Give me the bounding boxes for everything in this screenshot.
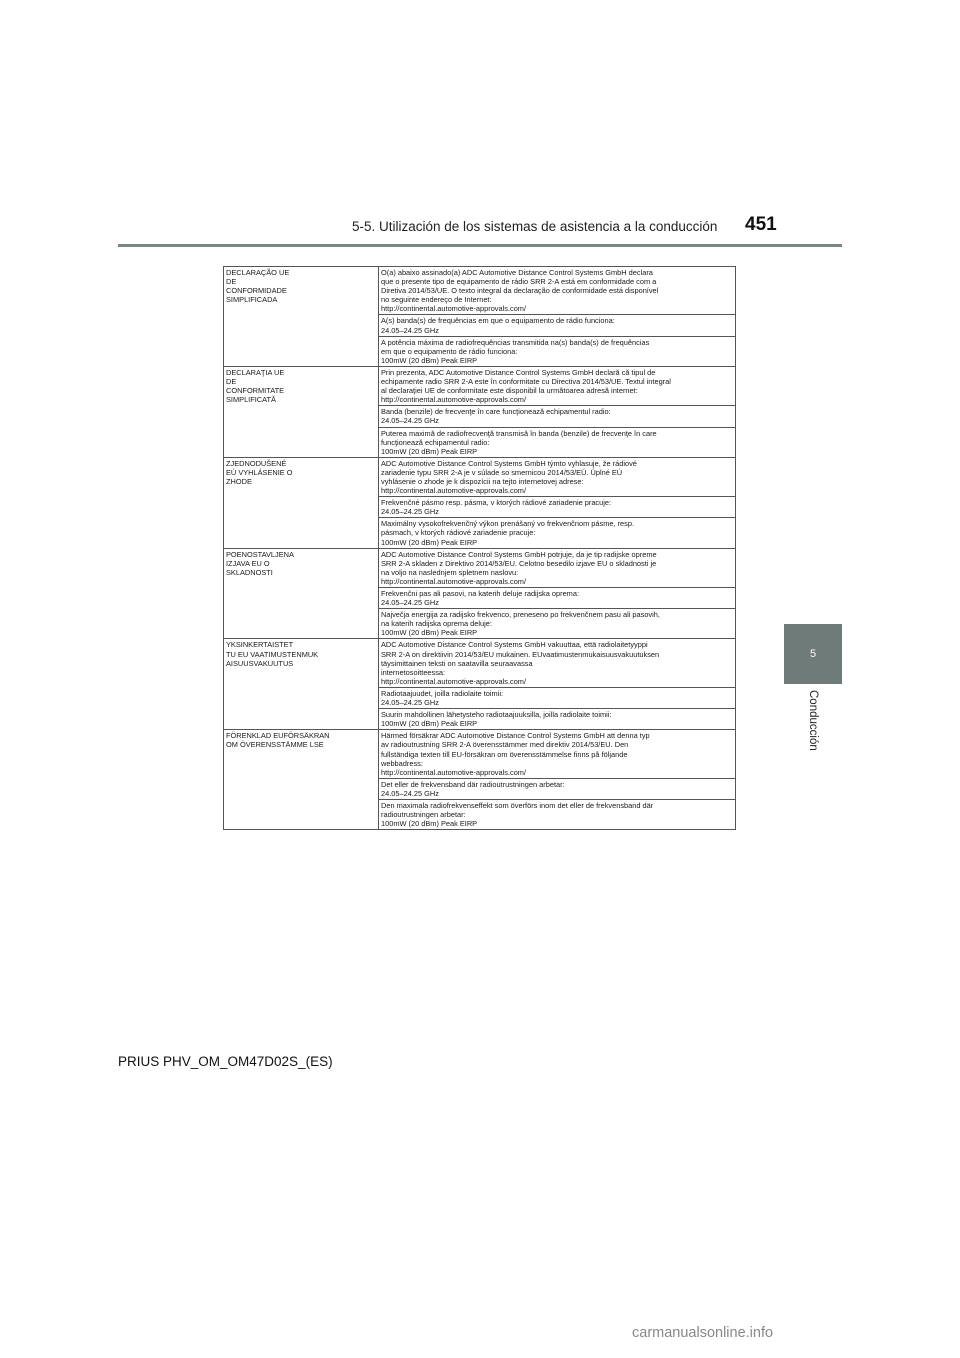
language-cell: DECLARAÇÃO UE DE CONFORMIDADE SIMPLIFICADA: [224, 267, 379, 367]
frequency-band: Frekvenčni pas ali pasovi, na katerih deluje radijska oprema: 24.05–24.25 GHz: [379, 588, 736, 609]
language-cell: YKSINKERTAISTET TU EU VAATIMUSTENMUK AISUUSVAKUUTUS: [224, 639, 379, 730]
language-cell: ZJEDNODUŠENÉ EÚ VYHLÁSENIE O ZHODE: [224, 457, 379, 548]
max-power: Den maximala radiofrekvenseffekt som överförs inom det eller de frekvensband där radioutrustningen arbetar: 100mW (20 dBm) Peak EIRP: [379, 799, 736, 829]
frequency-band: Frekvenčné pásmo resp. pásma, v ktorých rádiové zariadenie pracuje: 24.05–24.25 GHz: [379, 497, 736, 518]
table-row: [224, 730, 736, 778]
max-power: Puterea maximă de radiofrecvenţă transmisă în banda (benzile) de frecvenţe în care funcţionează echipamentul radio: 100mW (20 dBm) Peak EIRP: [379, 427, 736, 457]
table-row: [224, 366, 736, 405]
chapter-label: [802, 690, 824, 770]
header-divider: [118, 244, 842, 247]
declaration-text: ADC Automotive Distance Control Systems GmbH potrjuje, da je tip radijske opreme SRR 2-A skladen z Direktivo 2014/53/EU. Celotno besedilo izjave EU o skladnosti je na voljo na naslednjem spletnem naslovu: http://continental.automotive-approvals.com/: [379, 548, 736, 587]
declaration-text: O(a) abaixo assinado(a) ADC Automotive Distance Control Systems GmbH declara que o presente tipo de equipamento de rádio SRR 2-A está em conformidade com a Diretiva 2014/53/UE. O texto integral da declaração de conformidade está disponível no seguinte endereço de Internet: http://continental.automotive-approvals.com/: [379, 267, 736, 315]
section-title: 5-5. Utilización de los sistemas de asistencia a la conducción: [352, 219, 718, 234]
frequency-band: Radiotaajuudet, joilla radiolaite toimii: 24.05–24.25 GHz: [379, 687, 736, 708]
frequency-band: A(s) banda(s) de frequências em que o equipamento de rádio funciona: 24.05–24.25 GHz: [379, 315, 736, 336]
frequency-band: Banda (benzile) de frecvenţe în care funcţionează echipamentul radio: 24.05–24.25 GHz: [379, 406, 736, 427]
conformity-declaration-table: [223, 266, 736, 830]
declaration-text: ADC Automotive Distance Control Systems GmbH vakuuttaa, että radiolaitetyyppi SRR 2-A on direktiivin 2014/53/EU mukainen. EUvaatimustenmukaisuusvakuutuksen täysimittainen teksti on saatavilla seuraavassa internetosoitteessa: http://continental.automotive-approvals.com/: [379, 639, 736, 687]
table-row: [224, 639, 736, 687]
chapter-number: 5: [809, 648, 817, 660]
frequency-band: Det eller de frekvensband där radioutrustningen arbetar: 24.05–24.25 GHz: [379, 778, 736, 799]
manual-code: PRIUS PHV_OM_OM47D02S_(ES): [118, 1054, 333, 1069]
language-cell: DECLARAŢIA UE DE CONFORMITATE SIMPLIFICATĂ: [224, 366, 379, 457]
table-row: [224, 457, 736, 496]
max-power: Največja energija za radijsko frekvenco, preneseno po frekvenčnem pasu ali pasovih, na katerih radijska oprema deluje: 100mW (20 dBm) Peak EIRP: [379, 609, 736, 639]
max-power: Suurin mahdollinen lähetysteho radiotaajuuksilla, joilla radiolaite toimii: 100mW (20 dBm) Peak EIRP: [379, 709, 736, 730]
page-number: 451: [745, 214, 777, 235]
chapter-label-text: Conducción: [807, 690, 819, 751]
declaration-text: Prin prezenta, ADC Automotive Distance Control Systems GmbH declară că tipul de echipamente radio SRR 2-A este în conformitate cu Directiva 2014/53/UE. Textul integral al declaraţiei UE de conformitate este disponibil la următoarea adresă internet: http://continental.automotive-approvals.com/: [379, 366, 736, 405]
table-row: [224, 548, 736, 587]
table-row: [224, 267, 736, 315]
language-cell: FÖRENKLAD EUFÖRSÄKRAN OM ÖVERENSSTÄMME LSE: [224, 730, 379, 830]
chapter-tab: [784, 624, 842, 684]
language-cell: POENOSTAVLJENA IZJAVA EU O SKLADNOSTI: [224, 548, 379, 639]
declaration-text: ADC Automotive Distance Control Systems GmbH týmto vyhlasuje, že rádiové zariadenie typu SRR 2-A je v súlade so smernicou 2014/53/EÚ. Úplné EÚ vyhlásenie o zhode je k dispozícii na tejto internetovej adrese: http://continental.automotive-approvals.com/: [379, 457, 736, 496]
declaration-text: Härmed försäkrar ADC Automotive Distance Control Systems GmbH att denna typ av radioutrustning SRR 2-A överensstämmer med direktiv 2014/53/EU. Den fullständiga texten till EU-försäkran om överensstämmelse finns på följande webbadress: http://continental.automotive-approvals.com/: [379, 730, 736, 778]
max-power: A potência máxima de radiofrequências transmitida na(s) banda(s) de frequências em que o equipamento de rádio funciona: 100mW (20 dBm) Peak EIRP: [379, 336, 736, 366]
max-power: Maximálny vysokofrekvenčný výkon prenášaný vo frekvenčnom pásme, resp. pásmach, v ktorých rádiové zariadenie pracuje: 100mW (20 dBm) Peak EIRP: [379, 518, 736, 548]
watermark: carmanualsonline.info: [632, 1325, 774, 1341]
